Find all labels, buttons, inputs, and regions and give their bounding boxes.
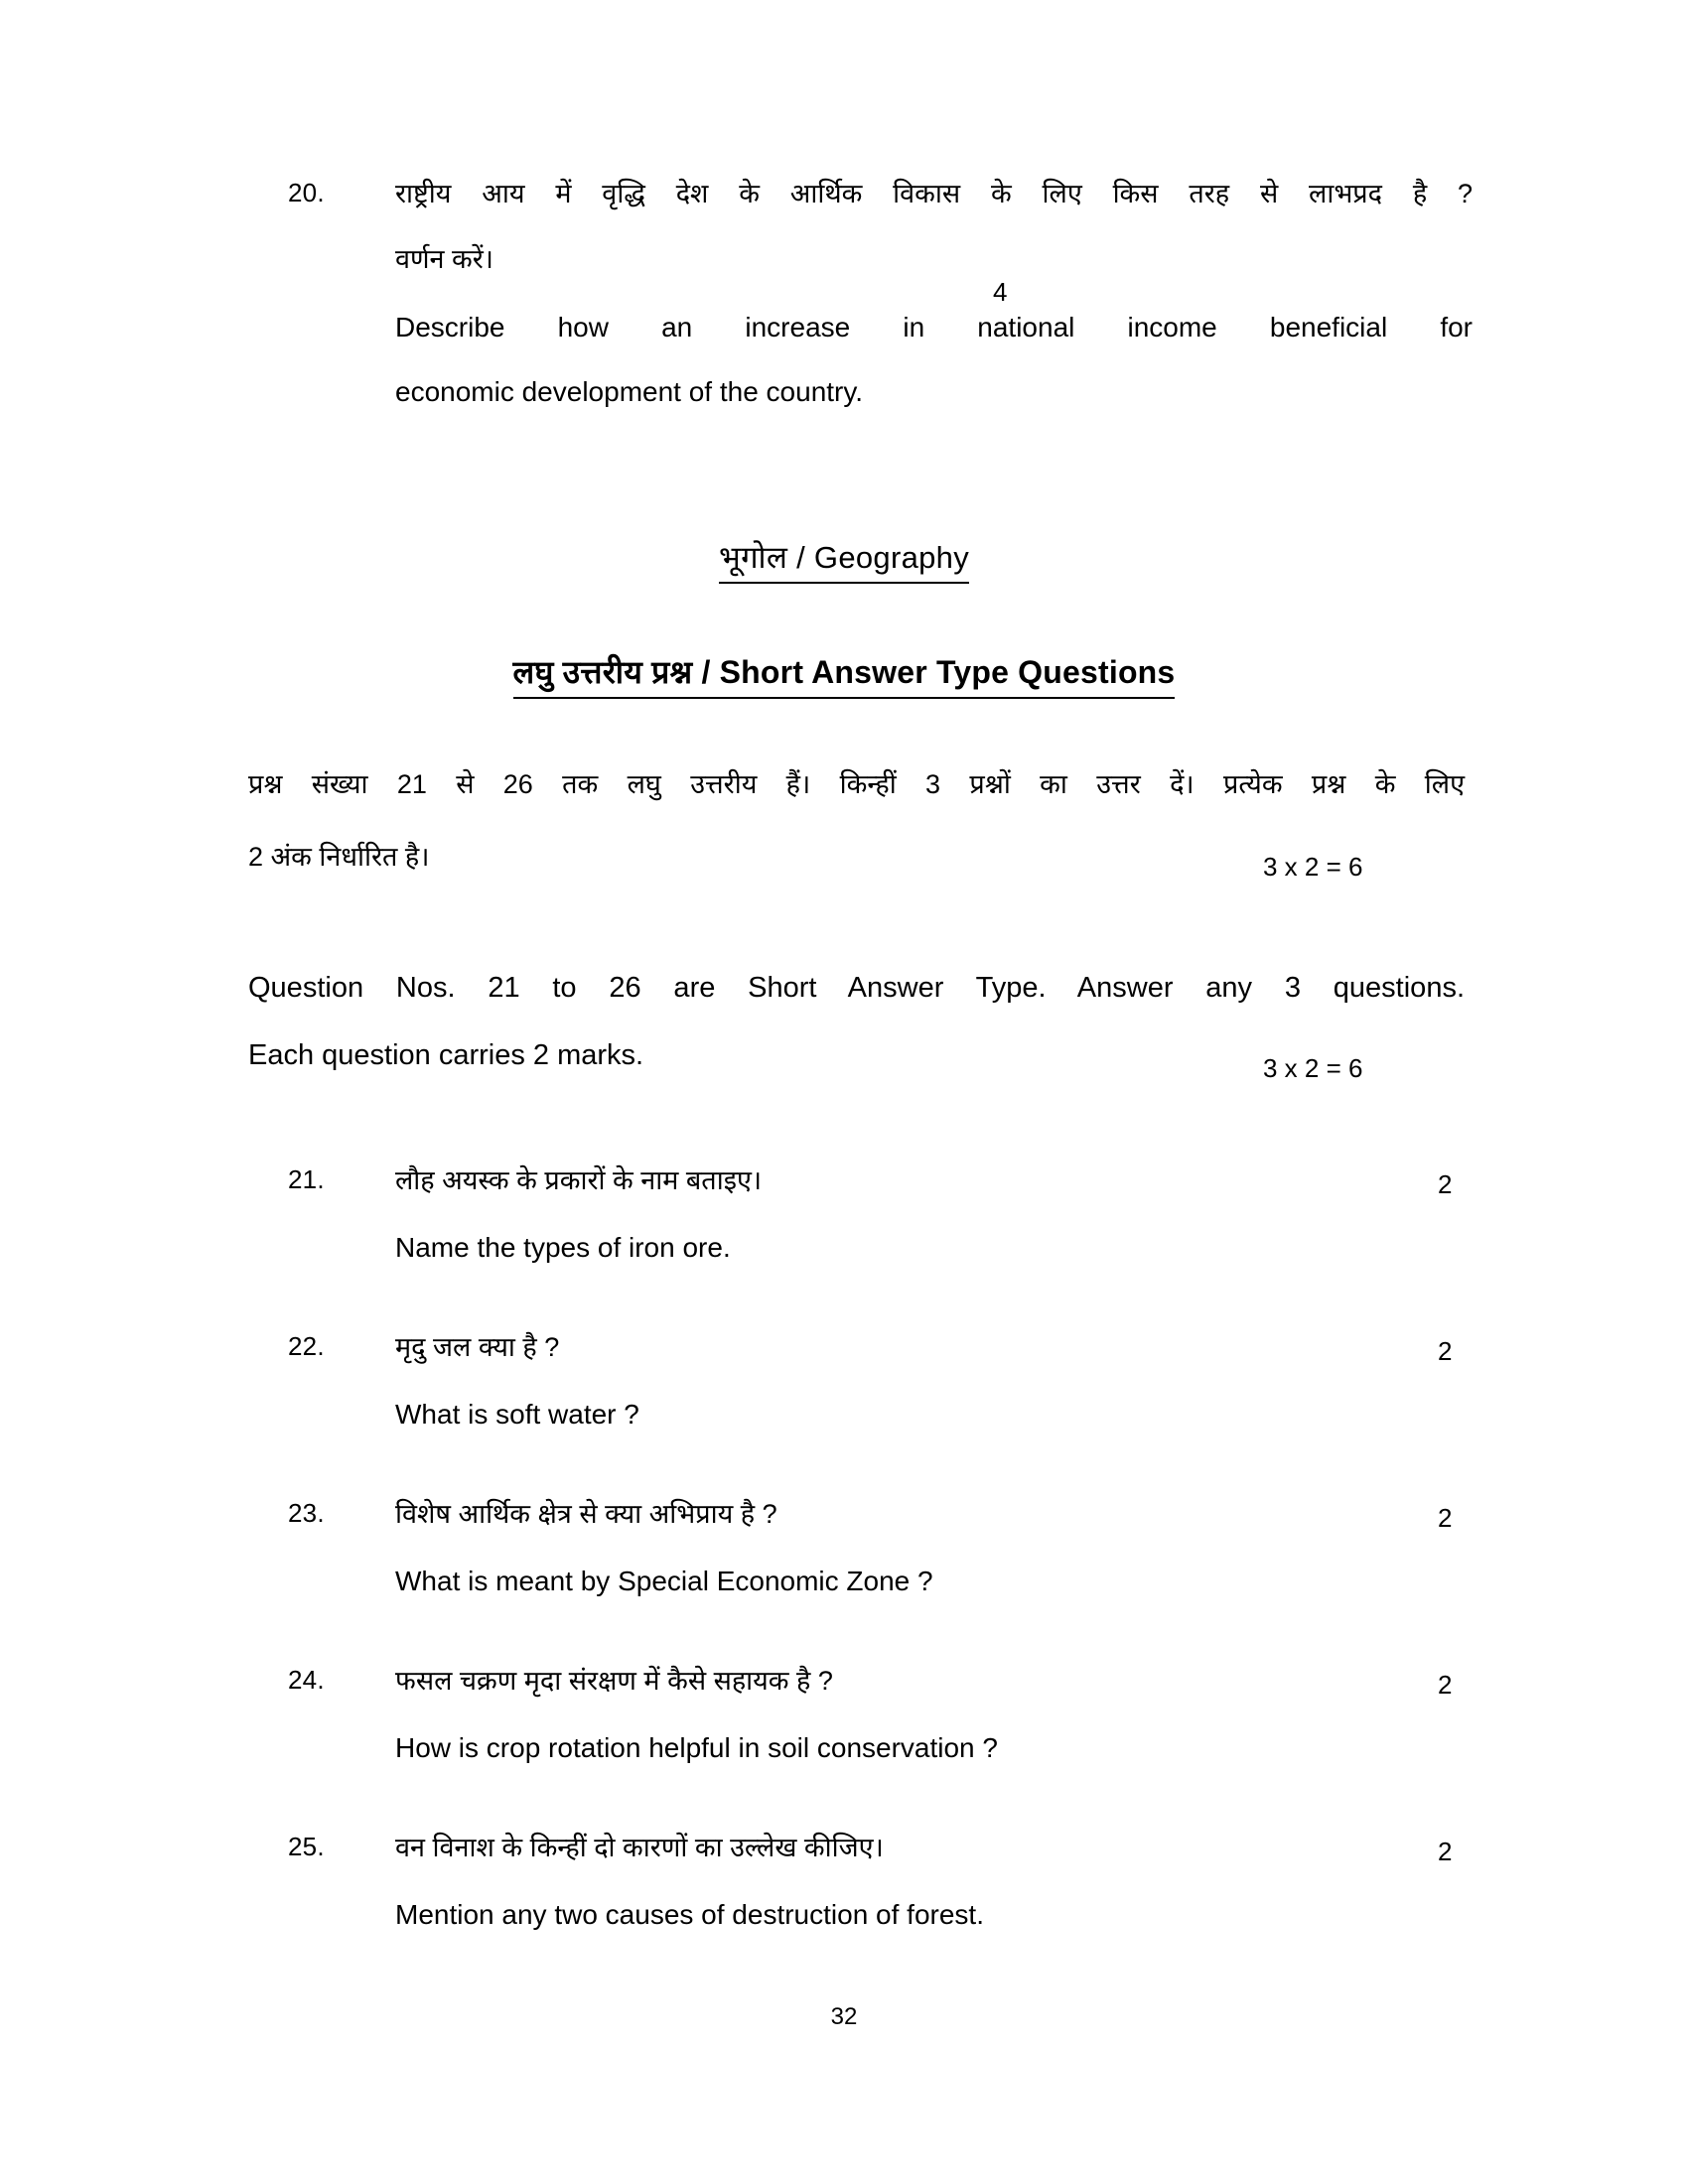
question-24-english: How is crop rotation helpful in soil conservation ? <box>395 1732 998 1764</box>
question-23-english: What is meant by Special Economic Zone ? <box>395 1566 933 1597</box>
question-22-body <box>395 1330 1489 1433</box>
question-24-row <box>288 1664 1489 1766</box>
question-22-row <box>288 1330 1489 1433</box>
section-subject-heading-text: भूगोल / Geography <box>719 536 969 584</box>
question-20-english-line-2: economic development of the country. <box>395 375 864 407</box>
question-22-hindi: मृदु जल क्या है ? <box>395 1332 560 1362</box>
instructions-hindi-line-1: प्रश्न संख्या 21 से 26 तक लघु उत्तरीय हैं। किन्हीं 3 प्रश्नों का उत्तर दें। प्रत्येक प्रश्न के लिए <box>248 769 1465 799</box>
question-20-english-line-1: Describe how an increase in national income beneficial for <box>395 312 1473 343</box>
instructions-english-line-2: Each question carries 2 marks. <box>248 1038 644 1071</box>
question-25-body <box>395 1831 1489 1933</box>
question-22-marks: 2 <box>1438 1336 1453 1366</box>
question-24-hindi: फसल चक्रण मृदा संरक्षण में कैसे सहायक है ? <box>395 1666 833 1696</box>
question-24-number: 24. <box>288 1665 325 1695</box>
question-20-hindi-line-1: राष्ट्रीय आय में वृद्धि देश के आर्थिक विकास के लिए किस तरह से लाभप्रद है ? <box>395 179 1473 208</box>
question-21-row <box>288 1163 1489 1266</box>
question-25-number: 25. <box>288 1832 325 1861</box>
question-22-english: What is soft water ? <box>395 1399 639 1431</box>
section-question-type-heading-text: लघु उत्तरीय प्रश्न / Short Answer Type Questions <box>513 650 1176 699</box>
instructions-english-line-1: Question Nos. 21 to 26 are Short Answer Type. Answer any 3 questions. <box>248 972 1465 1004</box>
question-25-english: Mention any two causes of destruction of forest. <box>395 1899 984 1931</box>
question-21-number: 21. <box>288 1164 325 1194</box>
question-22-number: 22. <box>288 1331 325 1361</box>
question-20-hindi-line-2: वर्णन करें। <box>395 244 494 275</box>
question-23-row <box>288 1497 1489 1599</box>
question-21-hindi: लौह अयस्क के प्रकारों के नाम बताइए। <box>395 1165 763 1195</box>
question-24-marks: 2 <box>1438 1670 1453 1700</box>
question-21-english: Name the types of iron ore. <box>395 1232 731 1264</box>
instructions-hindi-line-2: 2 अंक निर्धारित है। <box>248 842 430 873</box>
question-21-marks: 2 <box>1438 1169 1453 1199</box>
question-25-hindi: वन विनाश के किन्हीं दो कारणों का उल्लेख कीजिए। <box>395 1833 884 1862</box>
question-20-row <box>288 177 1489 410</box>
question-20-number: 20. <box>288 178 325 207</box>
question-25-row <box>288 1831 1489 1933</box>
question-23-number: 23. <box>288 1498 325 1528</box>
question-24-body <box>395 1664 1489 1766</box>
question-20-body <box>395 177 1489 410</box>
question-20-marks: 4 <box>993 277 1008 307</box>
question-25-marks: 2 <box>1438 1837 1453 1866</box>
section-subject-heading <box>0 536 1688 584</box>
question-23-hindi: विशेष आर्थिक क्षेत्र से क्या अभिप्राय है ? <box>395 1499 777 1529</box>
section-question-type-heading <box>0 650 1688 699</box>
instructions-english-marks: 3 x 2 = 6 <box>1263 1053 1363 1083</box>
question-21-body <box>395 1163 1489 1266</box>
instructions-hindi-marks: 3 x 2 = 6 <box>1263 852 1363 882</box>
question-23-body <box>395 1497 1489 1599</box>
question-23-marks: 2 <box>1438 1503 1453 1533</box>
page-number: 32 <box>830 2003 858 2030</box>
